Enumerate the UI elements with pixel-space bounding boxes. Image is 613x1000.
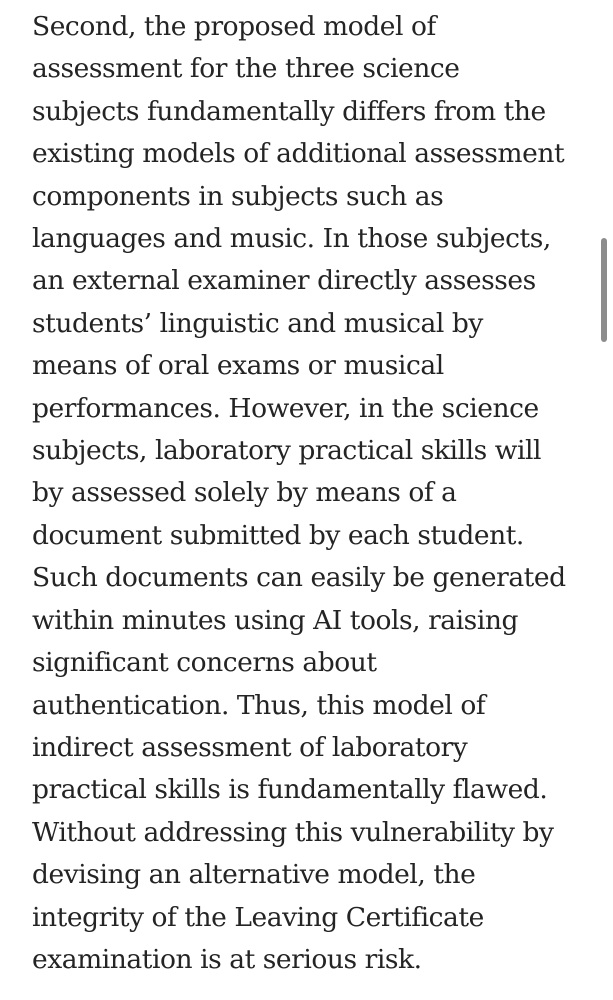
- paragraph-line: an external examiner directly assesses: [32, 265, 536, 297]
- article-paragraph: [32, 6, 604, 981]
- paragraph-line: Without addressing this vulnerability by: [32, 816, 554, 848]
- vertical-scrollbar-thumb[interactable]: [601, 238, 607, 342]
- paragraph-line: students’ linguistic and musical by: [32, 307, 483, 339]
- paragraph-line: languages and music. In those subjects,: [32, 223, 551, 255]
- paragraph-line: Such documents can easily be generated: [32, 562, 566, 594]
- paragraph-line: devising an alternative model, the: [32, 859, 476, 891]
- paragraph-line: existing models of additional assessment: [32, 138, 565, 170]
- paragraph-line: Second, the proposed model of: [32, 11, 436, 42]
- paragraph-line: indirect assessment of laboratory: [32, 731, 468, 763]
- paragraph-line: authentication. Thus, this model of: [32, 689, 486, 721]
- paragraph-line: document submitted by each student.: [32, 519, 524, 551]
- paragraph-line: components in subjects such as: [32, 180, 444, 212]
- paragraph-line: assessment for the three science: [32, 53, 460, 85]
- paragraph-line: practical skills is fundamentally flawed.: [32, 774, 548, 806]
- paragraph-line: significant concerns about: [32, 647, 377, 679]
- paragraph-line: subjects fundamentally differs from the: [32, 95, 546, 127]
- paragraph-line: means of oral exams or musical: [32, 350, 444, 382]
- paragraph-line: examination is at serious risk.: [32, 943, 422, 975]
- paragraph-line: by assessed solely by means of a: [32, 477, 457, 509]
- paragraph-line: within minutes using AI tools, raising: [32, 604, 518, 636]
- paragraph-line: integrity of the Leaving Certificate: [32, 901, 484, 933]
- paragraph-line: performances. However, in the science: [32, 392, 539, 424]
- paragraph-line: subjects, laboratory practical skills will: [32, 435, 542, 467]
